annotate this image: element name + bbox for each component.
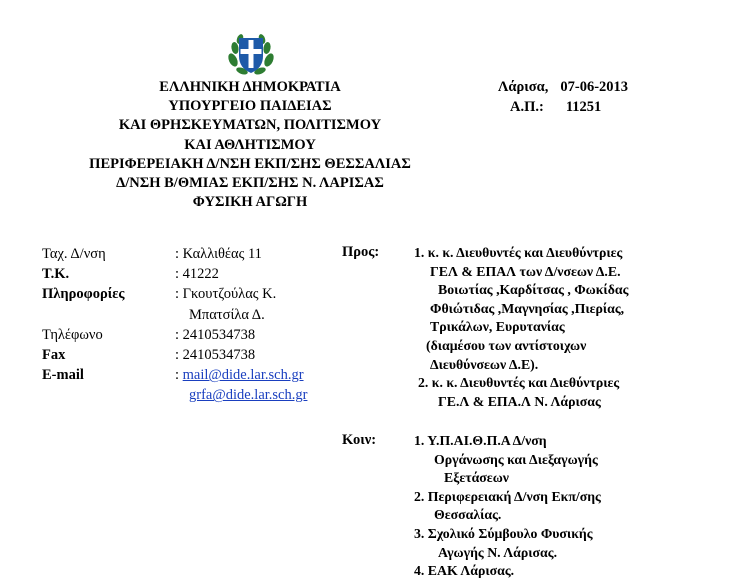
header-line-1: ΕΛΛΗΝΙΚΗ ΔΗΜΟΚΡΑΤΙΑ — [159, 79, 341, 95]
header-line-7: ΦΥΣΙΚΗ ΑΓΩΓΗ — [192, 194, 308, 211]
phone-label: Τηλέφωνο — [42, 326, 103, 343]
postcode-value: : 41222 — [175, 266, 219, 283]
protocol-label: Α.Π.: — [510, 98, 544, 115]
recipient-line: ΓΕ.Λ & ΕΠΑ.Λ Ν. Λάρισας — [438, 393, 601, 409]
recipient-line: Βοιωτίας ,Καρδίτσας , Φωκίδας — [438, 282, 629, 298]
recipient-line: Τρικάλων, Ευρυτανίας — [430, 319, 565, 335]
header-line-4: ΚΑΙ ΑΘΛΗΤΙΣΜΟΥ — [184, 136, 316, 153]
cc-line: 1. Υ.Π.ΑΙ.Θ.Π.Α Δ/νση — [414, 433, 547, 448]
contact-person-2: Μπατσίλα Δ. — [189, 306, 265, 323]
address-label: Ταχ. Δ/νση — [42, 246, 106, 262]
email-link-2[interactable]: grfa@dide.lar.sch.gr — [189, 387, 308, 404]
recipient-line: ΓΕΛ & ΕΠΑΛ των Δ/νσεων Δ.Ε. — [430, 263, 621, 279]
fax-value: : 2410534738 — [175, 347, 256, 364]
recipients-label: Προς: — [342, 244, 380, 260]
cc-line: 4. ΕΑΚ Λάρισας. — [414, 563, 515, 579]
protocol-number: 11251 — [565, 98, 602, 115]
cc-line: Οργάνωσης και Διεξαγωγής — [434, 451, 598, 467]
date-text: 07-06-2013 — [560, 79, 629, 95]
document-meta — [498, 78, 628, 117]
greek-emblem-icon — [226, 30, 276, 78]
recipient-line: Φθιώτιδας ,Μαγνησίας ,Πιερίας, — [430, 300, 625, 316]
recipient-line: (διαμέσου των αντίστοιχων — [426, 337, 587, 353]
contact-person-1: : Γκουτζούλας Κ. — [175, 286, 277, 303]
contact-person-label: Πληροφορίες — [42, 286, 125, 303]
header-line-2: ΥΠΟΥΡΓΕΙΟ ΠΑΙΔΕΙΑΣ — [168, 98, 332, 115]
header-line-5: ΠΕΡΙΦΕΡΕΙΑΚΗ Δ/ΝΣΗ ΕΚΠ/ΣΗΣ ΘΕΣΣΑΛΙΑΣ — [89, 155, 411, 172]
cc-line: Εξετάσεων — [444, 470, 509, 486]
header-line-3: ΚΑΙ ΘΡΗΣΚΕΥΜΑΤΩΝ, ΠΟΛΙΤΙΣΜΟΥ — [118, 117, 382, 134]
recipients-list — [414, 244, 628, 411]
recipient-line: Διευθύνσεων Δ.Ε). — [430, 356, 539, 372]
email-link-1[interactable]: mail@dide.lar.sch.gr — [182, 367, 304, 384]
email-colon: : — [175, 367, 183, 384]
postcode-label: Τ.Κ. — [42, 266, 70, 283]
place-text: Λάρισα, — [498, 79, 549, 95]
email-label: E-mail — [42, 367, 84, 384]
cc-line: 2. Περιφερειακή Δ/νση Εκπ/σης — [414, 488, 601, 504]
address-value: : Καλλιθέας 11 — [175, 246, 262, 262]
cc-line: Θεσσαλίας. — [434, 507, 502, 523]
header-line-6: Δ/ΝΣΗ Β/ΘΜΙΑΣ ΕΚΠ/ΣΗΣ Ν. ΛΑΡΙΣΑΣ — [116, 175, 384, 192]
issuer-header — [60, 78, 440, 212]
cc-line: 3. Σχολικό Σύμβουλο Φυσικής — [414, 525, 593, 541]
recipient-line: 2. κ. κ. Διευθυντές και Διεθύντριες — [418, 375, 620, 391]
cc-label: Κοιν: — [342, 432, 377, 448]
recipient-line: 1. κ. κ. Διευθυντές και Διευθύντριες — [414, 245, 623, 260]
contact-info — [42, 244, 307, 406]
cc-line: Αγωγής Ν. Λάρισας. — [438, 544, 558, 560]
fax-label: Fax — [42, 347, 66, 364]
phone-value: : 2410534738 — [175, 326, 256, 343]
cc-list — [414, 432, 601, 581]
